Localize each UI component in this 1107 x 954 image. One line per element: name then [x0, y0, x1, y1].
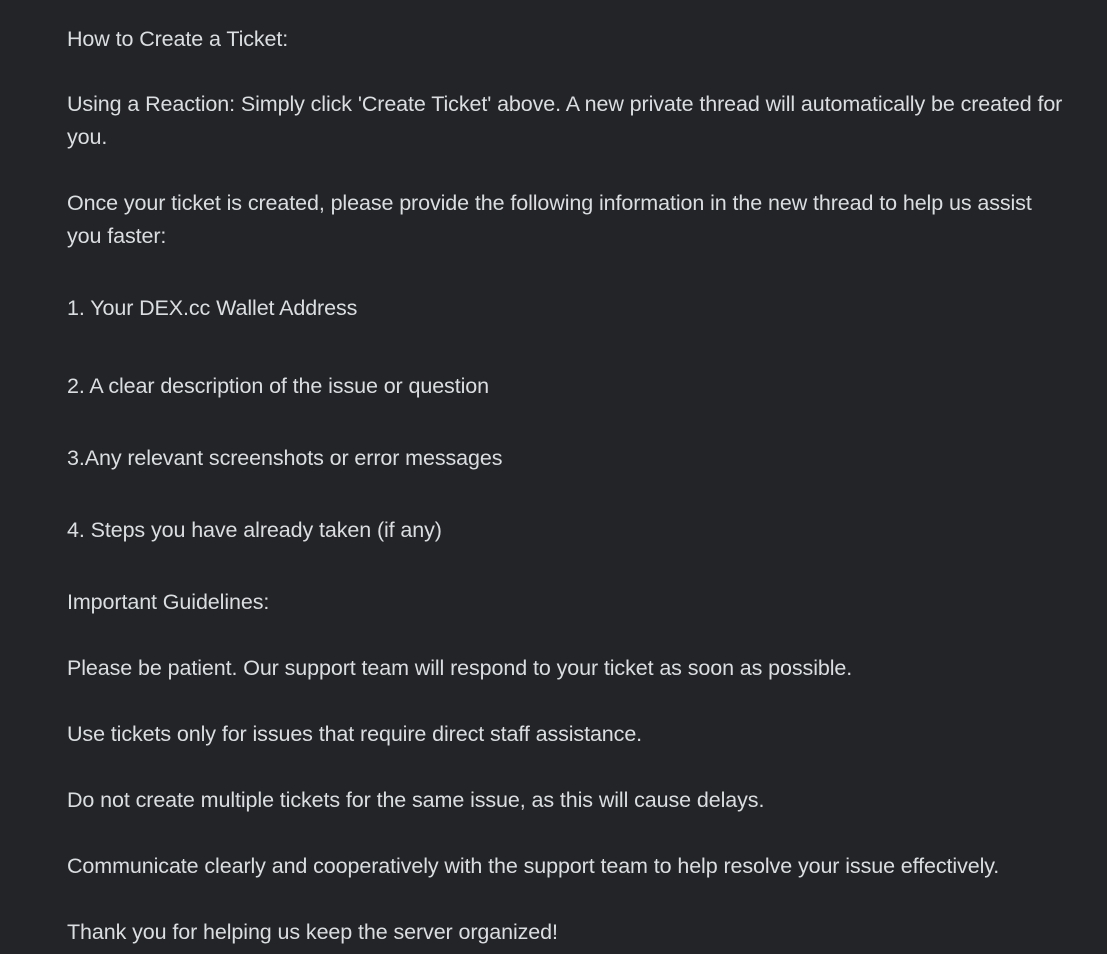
guideline-item: Do not create multiple tickets for the same issue, as this will cause delays. — [67, 788, 765, 812]
list-item: 4. Steps you have already taken (if any) — [67, 518, 442, 542]
reaction-instructions: Using a Reaction: Simply click 'Create Ticket' above. A new private thread will automatically be created for you. — [67, 92, 1063, 149]
guidelines-heading: Important Guidelines: — [67, 590, 270, 614]
provide-info-intro: Once your ticket is created, please provide the following information in the new thread to help us assist you faster: — [67, 191, 1032, 248]
list-item: 3.Any relevant screenshots or error messages — [67, 446, 503, 470]
guideline-item: Please be patient. Our support team will respond to your ticket as soon as possible. — [67, 656, 853, 680]
guideline-item: Use tickets only for issues that require direct staff assistance. — [67, 722, 643, 746]
guideline-item: Communicate clearly and cooperatively with the support team to help resolve your issue effectively. — [67, 854, 1000, 878]
list-item: 2. A clear description of the issue or question — [67, 374, 489, 398]
ticket-heading: How to Create a Ticket: — [67, 27, 289, 51]
list-item: 1. Your DEX.cc Wallet Address — [67, 296, 358, 320]
closing-text: Thank you for helping us keep the server organized! — [67, 920, 558, 944]
